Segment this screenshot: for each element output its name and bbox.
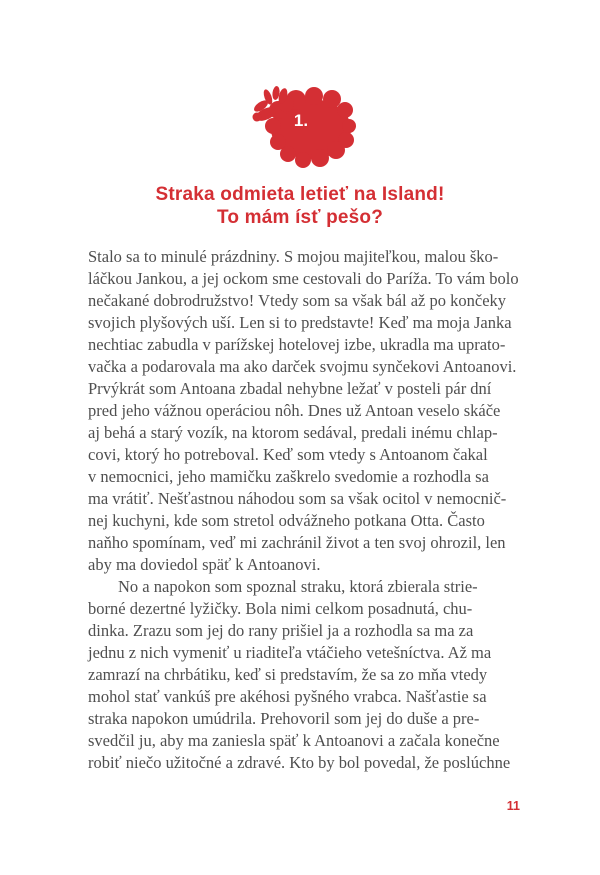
text-line: zamrazí na chrbátiku, keď si predstavím, že sa zo mňa vtedy <box>88 665 488 684</box>
text-line: No a napokon som spoznal straku, ktorá zbierala strie- <box>118 577 478 596</box>
text-line: láčkou Jankou, a jej ockom sme cestovali do Paríža. To vám bolo <box>88 269 519 288</box>
text-line: aby ma doviedol späť k Antoanovi. <box>88 555 321 574</box>
text-line: nechtiac zabudla v parížskej hotelovej izbe, ukradla ma uprato- <box>88 335 506 354</box>
text-line: nečakané dobrodružstvo! Vtedy som sa však bál až po končeky <box>88 291 507 310</box>
text-line: covi, ktorý ho potreboval. Keď som vtedy s Antoanom čakal <box>88 445 488 464</box>
text-line: v nemocnici, jeho mamičku zaškrelo svedomie a rozhodla sa <box>88 467 489 486</box>
text-line: dinka. Zrazu som jej do rany prišiel ja a rozhodla sa ma za <box>88 621 474 640</box>
text-line: straka napokon umúdrila. Prehovoril som jej do duše a pre- <box>88 709 480 728</box>
chapter-mark <box>248 84 358 179</box>
text-line: ma vrátiť. Nešťastnou náhodou som sa však ocitol v nemocnič- <box>88 489 507 508</box>
chapter-title-line2: To mám ísť pešo? <box>216 207 384 228</box>
text-line: jednu z nich vymeniť u riaditeľa vtáčieho vetešníctva. Až ma <box>88 643 492 662</box>
text-line: Prvýkrát som Antoana zbadal nehybne ležať v posteli pár dní <box>88 379 492 398</box>
text-line: svedčil ju, aby ma zaniesla späť k Antoanovi a začala konečne <box>88 731 500 750</box>
text-line: naňho spomínam, veď mi zachránil život a ten svoj ohrozil, len <box>88 533 506 552</box>
page-number: 11 <box>506 799 520 813</box>
text-line: nej kuchyni, kde som stretol odvážneho potkana Otta. Často <box>88 511 485 530</box>
text-line: Stalo sa to minulé prázdniny. S mojou majiteľkou, malou ško- <box>88 247 499 266</box>
text-line: borné dezertné lyžičky. Bola nimi celkom posadnutá, chu- <box>88 599 473 618</box>
text-line: vačka a podarovala ma ako darček svojmu synčekovi Antoanovi. <box>88 357 517 376</box>
chapter-title-line1: Straka odmieta letieť na Island! <box>155 184 445 205</box>
chapter-number: 1. <box>293 111 309 130</box>
body-text <box>88 246 548 774</box>
text-line: pred jeho vážnou operáciou nôh. Dnes už Antoan veselo skáče <box>88 401 501 420</box>
text-line: aj behá a starý vozík, na ktorom sedával, predali inému chlap- <box>88 423 498 442</box>
text-line: svojich plyšových uší. Len si to predstavte! Keď ma moja Janka <box>88 313 512 332</box>
chapter-title <box>0 183 600 229</box>
text-line: robiť niečo užitočné a zdravé. Kto by bol povedal, že poslúchne <box>88 753 511 772</box>
text-line: mohol stať vankúš pre akéhosi pyšného vrabca. Našťastie sa <box>88 687 487 706</box>
iceland-map-icon <box>248 84 358 179</box>
